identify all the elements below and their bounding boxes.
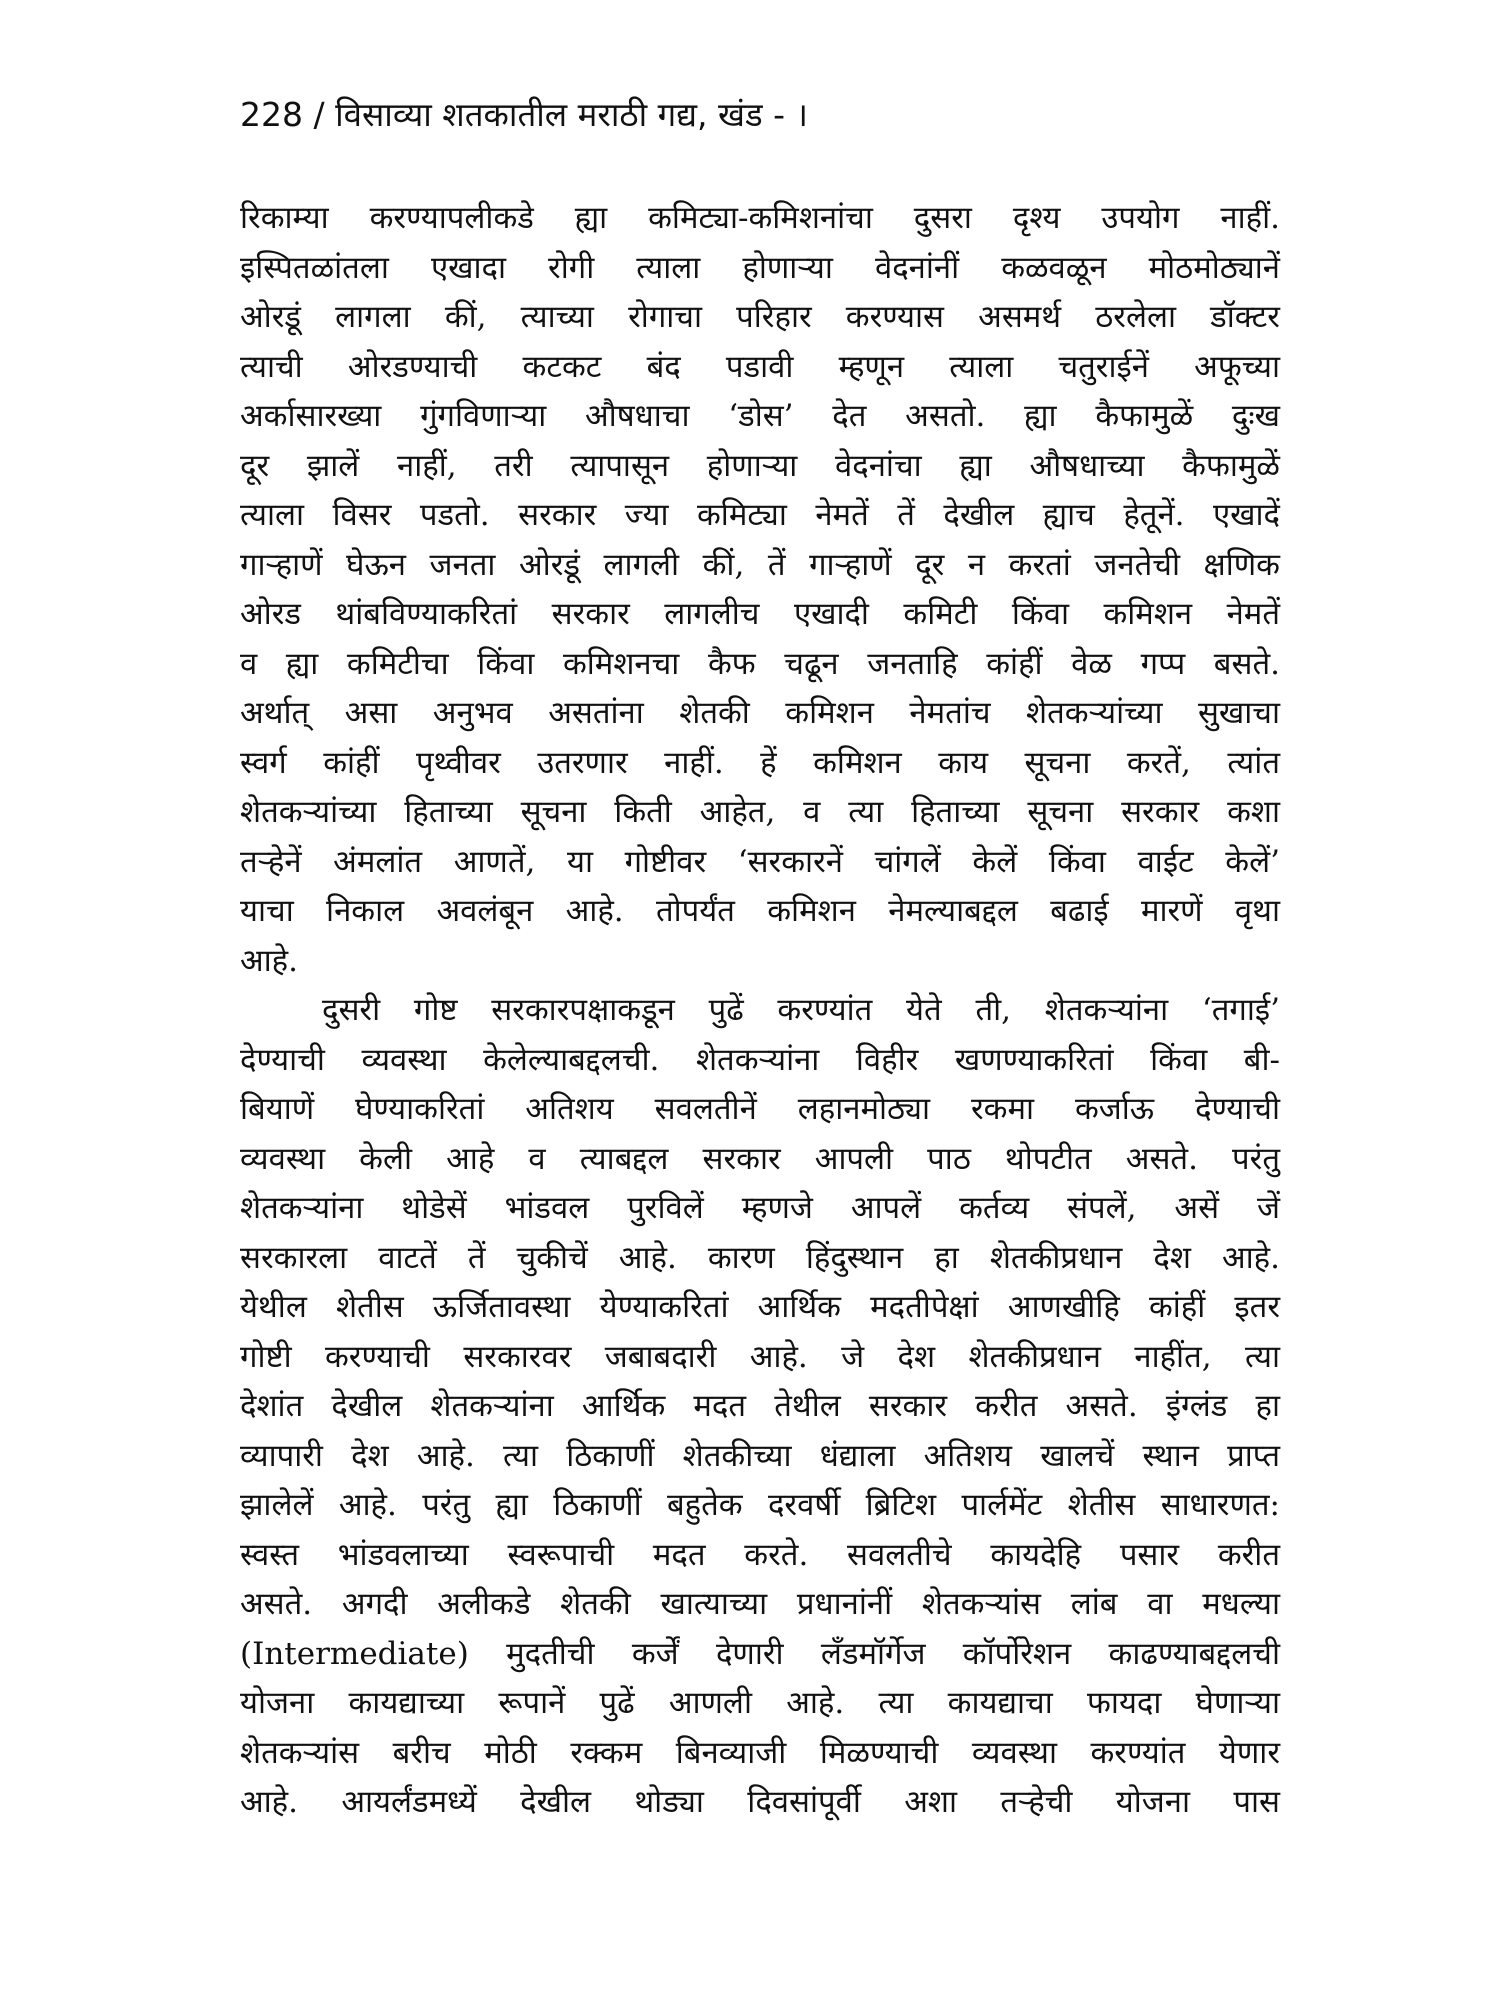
text-line: असते. अगदी अलीकडे शेतकी खात्याच्या प्रधानांनीं शेतकऱ्यांस लांब वा मधल्या	[240, 1586, 1280, 1622]
text-line: इस्पितळांतला एखादा रोगी त्याला होणाऱ्या वेदनांनीं कळवळून मोठमोठ्यानें	[240, 249, 1280, 286]
text-line: स्वर्ग कांहीं पृथ्वीवर उतरणार नाहीं. हें कमिशन काय सूचना करतें, त्यांत	[240, 744, 1280, 781]
text-line: याचा निकाल अवलंबून आहे. तोपर्यंत कमिशन नेमल्याबद्दल बढाई मारणें वृथा	[240, 893, 1280, 929]
text-line: आहे.	[240, 942, 298, 979]
running-head: 228 / विसाव्या शतकातील मराठी गद्य, खंड - ।	[240, 95, 809, 134]
text-line: दूर झालें नाहीं, तरी त्यापासून होणाऱ्या वेदनांचा ह्या औषधाच्या कैफामुळें	[240, 447, 1280, 484]
text-line: त्याला विसर पडतो. सरकार ज्या कमिट्या नेमतें तें देखील ह्याच हेतूनें. एखादें	[240, 497, 1280, 533]
text-line: शेतकऱ्यांना थोडेसें भांडवल पुरविलें म्हणजे आपलें कर्तव्य संपलें, असें जें	[240, 1190, 1280, 1226]
text-line: देण्याची व्यवस्था केलेल्याबद्दलची. शेतकऱ्यांना विहीर खणण्याकरितां किंवा बी-	[240, 1041, 1280, 1078]
text-line: गाऱ्हाणें घेऊन जनता ओरडूं लागली कीं, तें गाऱ्हाणें दूर न करतां जनतेची क्षणिक	[240, 546, 1280, 583]
text-line: अर्कासारख्या गुंगविणाऱ्या औषधाचा ‘डोस’ देत असतो. ह्या कैफामुळें दुःख	[240, 398, 1280, 434]
text-line: तऱ्हेनें अंमलांत आणतें, या गोष्टीवर ‘सरकारनें चांगलें केलें किंवा वाईट केलें’	[240, 843, 1280, 880]
text-line: व्यापारी देश आहे. त्या ठिकाणीं शेतकीच्या धंद्याला अतिशय खालचें स्थान प्राप्त	[240, 1437, 1280, 1474]
text-line: रिकाम्या करण्यापलीकडे ह्या कमिट्या-कमिशनांचा दुसरा दृश्य उपयोग नाहीं.	[240, 200, 1280, 236]
text-line: ओरडूं लागला कीं, त्याच्या रोगाचा परिहार करण्यास असमर्थ ठरलेला डॉक्टर	[240, 299, 1280, 335]
text-line: योजना कायद्याच्या रूपानें पुढें आणली आहे. त्या कायद्याचा फायदा घेणाऱ्या	[240, 1685, 1280, 1721]
text-line: व ह्या कमिटीचा किंवा कमिशनचा कैफ चढून जनताहि कांहीं वेळ गप्प बसते.	[240, 645, 1280, 682]
text-line: बियाणें घेण्याकरितां अतिशय सवलतीनें लहानमोठ्या रकमा कर्जाऊ देण्याची	[240, 1091, 1280, 1127]
text-line: येथील शेतीस ऊर्जितावस्था येण्याकरितां आर्थिक मदतीपेक्षां आणखीहि कांहीं इतर	[240, 1289, 1280, 1325]
text-line: सरकारला वाटतें तें चुकीचें आहे. कारण हिंदुस्थान हा शेतकीप्रधान देश आहे.	[240, 1239, 1280, 1276]
text-line: दुसरी गोष्ट सरकारपक्षाकडून पुढें करण्यांत येते ती, शेतकऱ्यांना ‘तगाई’	[322, 992, 1280, 1028]
text-line: ओरड थांबविण्याकरितां सरकार लागलीच एखादी कमिटी किंवा कमिशन नेमतें	[240, 596, 1280, 632]
text-line: शेतकऱ्यांस बरीच मोठी रक्कम बिनव्याजी मिळण्याची व्यवस्था करण्यांत येणार	[240, 1734, 1280, 1771]
text-line: त्याची ओरडण्याची कटकट बंद पडावी म्हणून त्याला चतुराईनें अफूच्या	[240, 348, 1280, 385]
text-line: गोष्टी करण्याची सरकारवर जबाबदारी आहे. जे देश शेतकीप्रधान नाहींत, त्या	[240, 1338, 1280, 1375]
text-line: शेतकऱ्यांच्या हिताच्या सूचना किती आहेत, व त्या हिताच्या सूचना सरकार कशा	[240, 794, 1280, 830]
text-line: व्यवस्था केली आहे व त्याबद्दल सरकार आपली पाठ थोपटीत असते. परंतु	[240, 1140, 1280, 1177]
text-line: स्वस्त भांडवलाच्या स्वरूपाची मदत करते. सवलतीचे कायदेहि पसार करीत	[240, 1536, 1280, 1573]
text-line: (Intermediate) मुदतीची कर्जें देणारी लँडमॉर्गेज कॉर्पोरेशन काढण्याबद्दलची	[240, 1635, 1280, 1672]
body-text	[240, 194, 1280, 1828]
text-line: आहे. आयर्लंडमध्यें देखील थोड्या दिवसांपूर्वी अशा तऱ्हेची योजना पास	[240, 1784, 1280, 1820]
text-line: अर्थात् असा अनुभव असतांना शेतकी कमिशन नेमतांच शेतकऱ्यांच्या सुखाचा	[240, 695, 1280, 731]
text-line: देशांत देखील शेतकऱ्यांना आर्थिक मदत तेथील सरकार करीत असते. इंग्लंड हा	[240, 1388, 1280, 1424]
text-line: झालेलें आहे. परंतु ह्या ठिकाणीं बहुतेक दरवर्षी ब्रिटिश पार्लमेंट शेतीस साधारणत:	[240, 1487, 1280, 1523]
